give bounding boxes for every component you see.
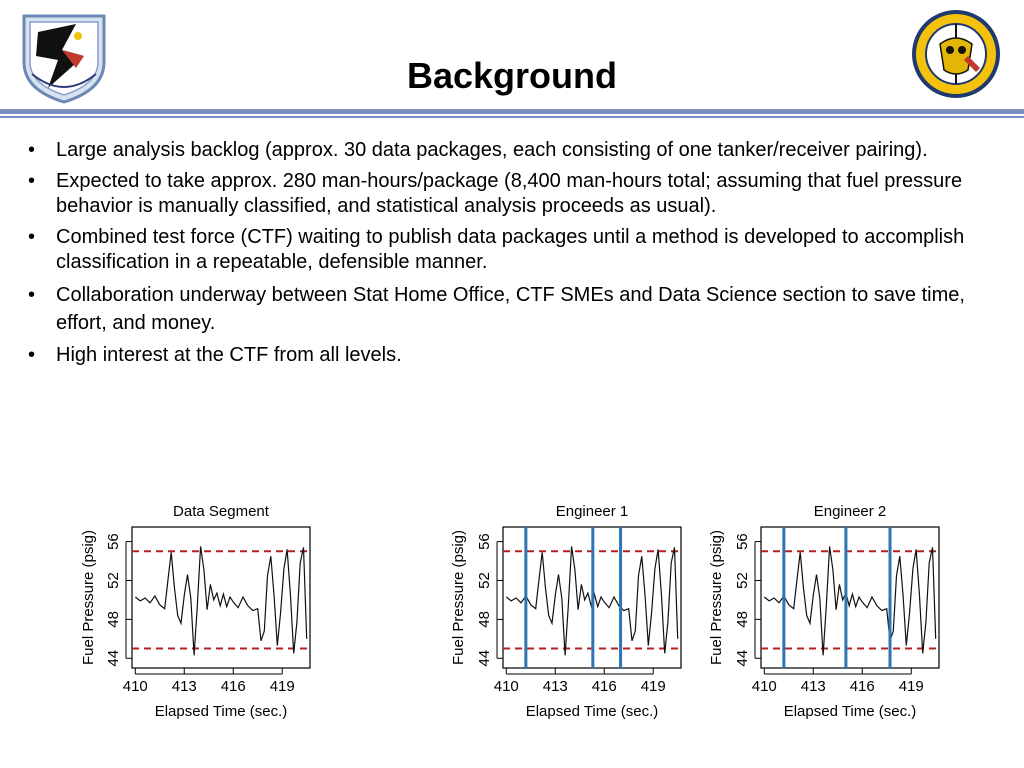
plot-frame (761, 527, 939, 668)
bullet-glyph: • (28, 284, 36, 306)
bullet-glyph: • (28, 344, 36, 366)
x-tick-label: 410 (493, 678, 519, 695)
chart-panel-3 (708, 503, 939, 720)
chart-title: Engineer 1 (555, 503, 629, 520)
chart-panel-1 (80, 503, 310, 720)
y-axis-title: Fuel Pressure (psig) (450, 529, 467, 666)
bullet-glyph: • (28, 226, 36, 248)
y-tick-label: 52 (105, 572, 122, 589)
bullet-text: Combined test force (CTF) waiting to publish data packages until a method is developed to accomplish classification in a repeatable, defensible manner. (56, 226, 965, 273)
chart-title: Data Segment (173, 503, 269, 520)
x-axis-title: Elapsed Time (sec.) (525, 703, 659, 720)
y-tick-label: 56 (105, 533, 122, 550)
bullet-text: Large analysis backlog (approx. 30 data packages, each consisting of one tanker/receiver pairing). (56, 139, 928, 161)
x-tick-label: 419 (269, 678, 295, 695)
y-axis-title: Fuel Pressure (psig) (80, 529, 97, 666)
y-tick-label: 56 (476, 533, 493, 550)
bullet-glyph: • (28, 170, 36, 192)
x-tick-label: 410 (751, 678, 777, 695)
y-tick-label: 48 (734, 611, 751, 628)
x-axis-title: Elapsed Time (sec.) (154, 703, 288, 720)
y-tick-label: 56 (734, 533, 751, 550)
pressure-trace (135, 546, 306, 655)
x-tick-label: 410 (122, 678, 148, 695)
chart-title: Engineer 2 (813, 503, 887, 520)
x-tick-label: 413 (171, 678, 197, 695)
y-tick-label: 44 (105, 649, 122, 667)
bullet-text: Collaboration underway between Stat Home Office, CTF SMEs and Data Science section to save time, effort, and money. (56, 284, 965, 334)
x-tick-label: 413 (800, 678, 826, 695)
x-tick-label: 416 (591, 678, 617, 695)
bullet-text: Expected to take approx. 280 man-hours/package (8,400 man-hours total; assuming that fuel pressure behavior is manually classified, and statistical analysis proceeds as usual). (56, 170, 963, 217)
y-tick-label: 48 (105, 611, 122, 628)
pressure-trace (764, 546, 935, 655)
x-tick-label: 416 (849, 678, 875, 695)
x-tick-label: 416 (220, 678, 246, 695)
x-axis-title: Elapsed Time (sec.) (783, 703, 917, 720)
bullet-text: High interest at the CTF from all levels. (56, 344, 402, 366)
x-tick-label: 419 (640, 678, 666, 695)
y-tick-label: 52 (734, 572, 751, 589)
y-tick-label: 44 (734, 649, 751, 667)
x-tick-label: 413 (542, 678, 568, 695)
bullet-glyph: • (28, 139, 36, 161)
y-tick-label: 48 (476, 611, 493, 628)
plot-frame (132, 527, 310, 668)
y-axis-title: Fuel Pressure (psig) (708, 529, 725, 666)
y-tick-label: 44 (476, 649, 493, 667)
y-tick-label: 52 (476, 572, 493, 589)
page-title: Background (406, 55, 618, 96)
x-tick-label: 419 (898, 678, 924, 695)
chart-panel-2 (450, 503, 681, 720)
